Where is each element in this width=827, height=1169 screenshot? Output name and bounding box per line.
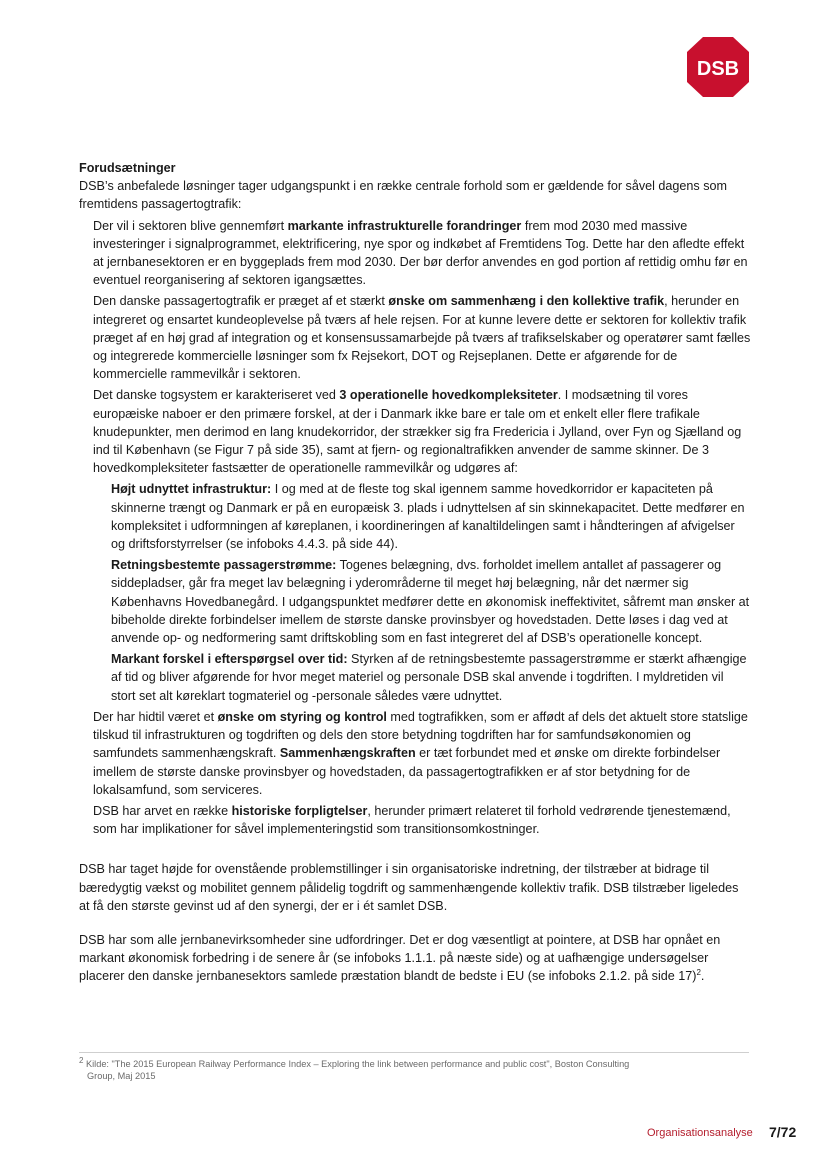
footer-document-title: Organisationsanalyse [647,1127,753,1139]
page-number: 7/72 [769,1124,797,1140]
section-heading: Forudsætninger [79,161,176,175]
bullet-sammenhaeng: Den danske passagertogtrafik er præget af et stærkt ønske om sammenhæng i den kollektive trafik, herunder en integreret og ensartet kundeoplevelse på tværs af hele rejsen. For at kunne levere dette er sektoren for kollektiv trafik præget af en høj grad af integration og et konsensussamarbejde på tværs af trafikselskaber og operatører samt fælles og integrerede kommercielle løsninger som fx Rejsekort, DOT og Rejseplanen. Dette er afgørende for de kommercielle rammevilkår i sektoren. [93,294,751,382]
intro-text: DSB’s anbefalede løsninger tager udgangspunkt i en række centrale forhold som er gældende for såvel dagens som fremtidens passagertogtrafik: [79,179,728,212]
main-content [79,159,751,986]
bullet-styring: Der har hidtil været et ønske om styring og kontrol med togtrafikken, som er affødt af dels det aktuelt store statslige tilskud til infrastrukturen og togdriften og dels den store betydning togdriften har for samfundsøkonomien og samfundets sammenhængskraft. Sammenhængskraften er tæt forbundet med et ønske om direkte forbindelser imellem de største danske provinsbyer og hovedstaden, da passagertogtrafikken er af stor betydning for de lokalsamfund, som serviceres. [93,709,748,797]
dsb-logo [687,37,749,97]
bullet-forpligtelser: DSB har arvet en række historiske forpligtelser, herunder primært relateret til forhold vedrørende tjenestemænd, som har implikationer for såvel implementeringstid som transitionsomkostninger. [93,803,731,837]
sub-bullet-passagerstroemme: Retningsbestemte passagerstrømme: Togenes belægning, dvs. forholdet imellem antallet af passagerer og siddepladser, går fra meget lav belægning i yderområderne til meget høj belægning, når det nærmer sig Københavns Hovedbanegård. I udgangspunktet medfører dette en økonomisk ineffektivitet, såfremt man ønsker at bibeholde direkte forbindelser imellem de største danske provinsbyer og hovedstaden. Dette løses i dag ved at anvende op- og nedformering samt driftskobling som en fast integreret del af DSB’s operationelle koncept. [111,558,750,646]
sub-bullet-infrastruktur: Højt udnyttet infrastruktur: I og med at de fleste tog skal igennem samme hovedkorridor er kapaciteten på skinnerne trængt og Danmark er på en europæisk 3. plads i udnyttelsen af sin skinnekapacitet. Dette medfører en kompleksitet i udformningen af køreplanen, i koordineringen af kanaltildelingen samt i håndteringen af afvigelser og driftsforstyrrelser (se infoboks 4.4.3. på side 44). [111,482,745,552]
sub-bullet-efterspoergsel: Markant forskel i efterspørgsel over tid: Styrken af de retningsbestemte passagerstrømme er stærkt afhængige af tid og bliver afgørende for hvor meget materiel og personale DSB skal anvende i togdriften. I myldretiden vil stort set alt køreklart togmateriel og -personale således være udnyttet. [111,652,747,703]
paragraph-udfordringer: DSB har som alle jernbanevirksomheder sine udfordringer. Det er dog væsentligt at pointere, at DSB har opnået en markant økonomisk forbedring i de senere år (se infoboks 1.1.1. på næste side) og at uafhængige undersøgelser placerer den danske jernbanesektors samlede præstation blandt de bedste i EU (se infoboks 2.1.2. på side 17)$^2$. [79,932,721,984]
bullet-infrastructure: Der vil i sektoren blive gennemført markante infrastrukturelle forandringer frem mod 2030 med massive investeringer i signalprogrammet, elektrificering, nye spor og indkøbet af Fremtidens Tog. Dette har den afledte effekt at jernbanesektoren er en byggeplads frem mod 2030. Der bør derfor anvendes en god portion af rettidig omhu før en eventuel reorganisering af sektoren igangsættes. [93,218,748,288]
paragraph-organisation: DSB har taget højde for ovenstående problemstillinger i sin organisatoriske indretning, der tilstræber at bidrage til bæredygtig vækst og mobilitet gennem pålidelig togdrift og sammenhængende kollektiv trafik. DSB tilstræber ligeledes at få den største gevinst ud af den synergi, der er i ét samlet DSB. [79,862,739,913]
footnote-line-2: Group, Maj 2015 [87,1071,156,1081]
footnote [79,1052,749,1082]
footnote-line-1: $^2$ Kilde: "The 2015 European Railway Performance Index – Exploring the link between performance and public cost", Boston Consulting [79,1055,630,1069]
bullet-kompleksiteter: Det danske togsystem er karakteriseret ved 3 operationelle hovedkompleksiteter. I modsætning til vores europæiske naboer er den primære forskel, at der i Danmark ikke bare er tale om et enkelt eller flere trafikale knudepunkter, men derimod en lang knudekorridor, der strækker sig fra Fredericia i Jylland, over Fyn og Sjælland og ind til København (se Figur 7 på side 35), samt at fjern- og regionaltrafikken anvender de samme skinner. De 3 hovedkompleksiteter fastsætter de operationelle rammevilkår og udgøres af: [93,388,742,476]
dsb-logo-text: DSB [696,58,740,80]
